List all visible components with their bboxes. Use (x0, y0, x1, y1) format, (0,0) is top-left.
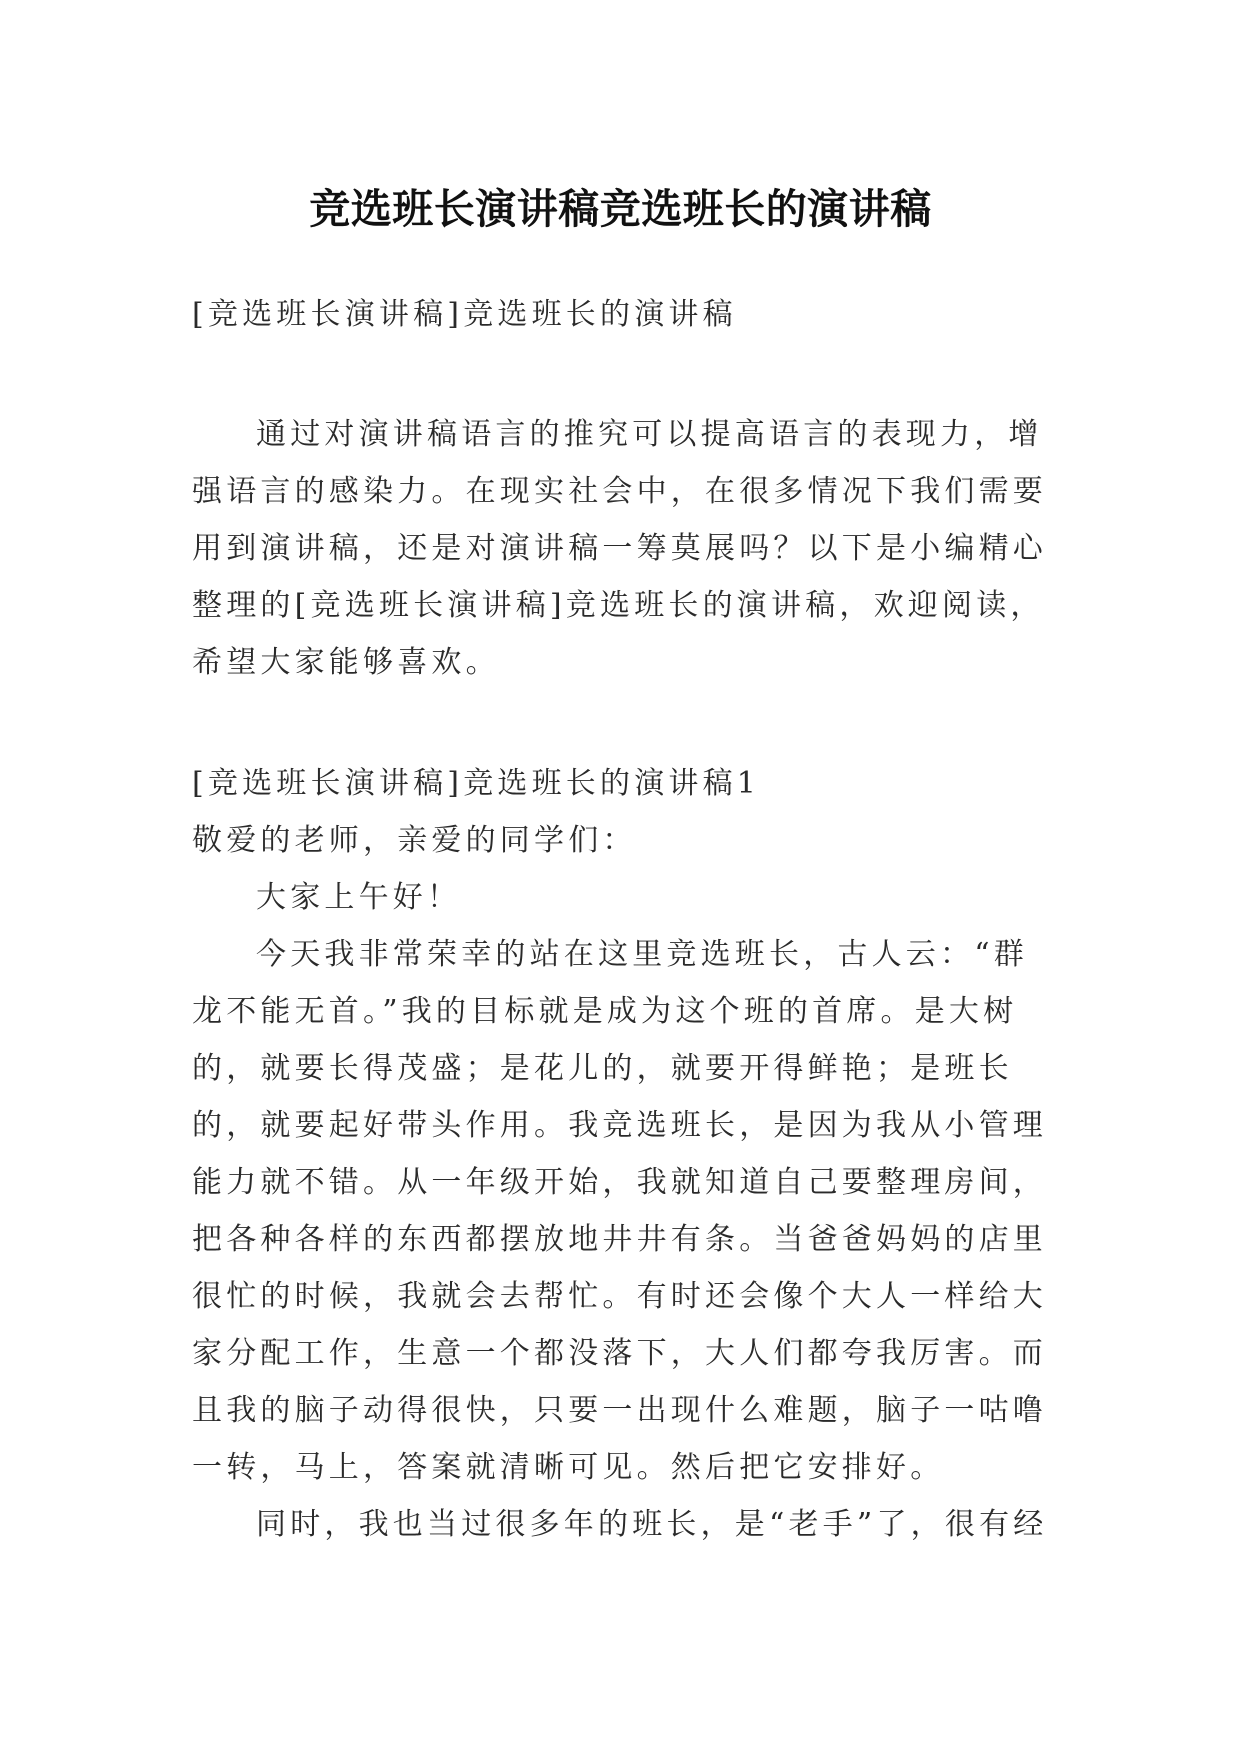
greeting: 大家上午好！ (256, 880, 462, 915)
speech-paragraph-2: 同时，我也当过很多年的班长，是“老手”了，很有经 (256, 1507, 1048, 1542)
section-heading: [竞选班长演讲稿]竞选班长的演讲稿1 (192, 766, 761, 801)
speech-paragraph-1: 今天我非常荣幸的站在这里竞选班长，古人云：“群龙不能无首。”我的目标就是成为这个班的首席。是大树的，就要长得茂盛；是花儿的，就要开得鲜艳；是班长的，就要起好带头作用。我竞选班长，是因为我从小管理能力就不错。从一年级开始，我就知道自己要整理房间，把各种各样的东西都摆放地井井有条。当爸爸妈妈的店里很忙的时候，我就会去帮忙。有时还会像个大人一样给大家分配工作，生意一个都没落下，大人们都夸我厉害。而且我的脑子动得很快，只要一出现什么难题，脑子一咕噜一转，马上，答案就清晰可见。然后把它安排好。 (192, 937, 1047, 1485)
document-title: 竞选班长演讲稿竞选班长的演讲稿 (309, 185, 932, 234)
document-subtitle: [竞选班长演讲稿]竞选班长的演讲稿 (192, 297, 737, 332)
speech-body (192, 869, 1052, 1553)
intro-paragraph: 通过对演讲稿语言的推究可以提高语言的表现力，增强语言的感染力。在现实社会中，在很多情况下我们需要用到演讲稿，还是对演讲稿一筹莫展吗？以下是小编精心整理的[竞选班长演讲稿]竞选班长的演讲稿，欢迎阅读，希望大家能够喜欢。 (192, 417, 1047, 680)
salutation: 敬爱的老师，亲爱的同学们： (192, 823, 637, 858)
